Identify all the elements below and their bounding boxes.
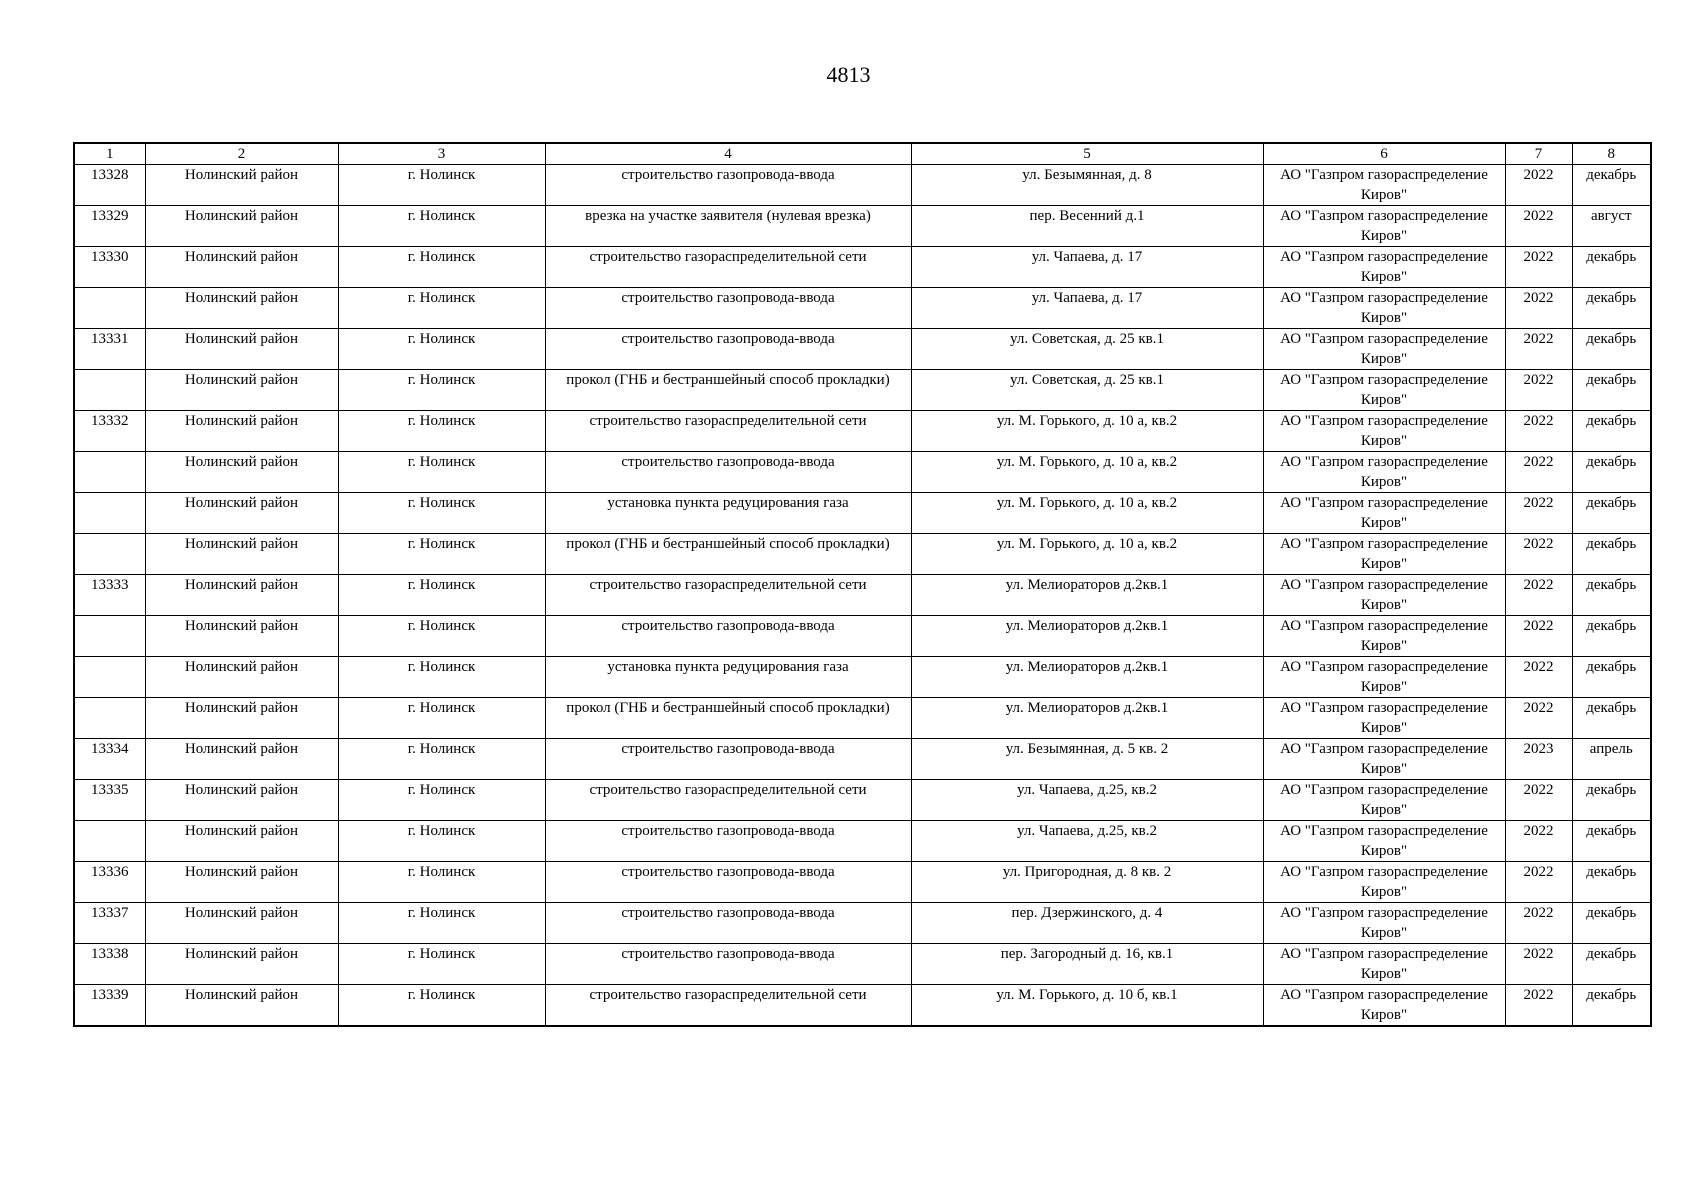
table-row [74,534,1651,575]
table-row [74,739,1651,780]
table-row [74,575,1651,616]
cell-month: декабрь [1572,985,1651,1027]
cell-year: 2022 [1505,862,1572,903]
cell-district: Нолинский район [145,985,338,1027]
cell-month: декабрь [1572,575,1651,616]
cell-locality: г. Нолинск [338,411,545,452]
column-header: 1 [74,143,145,165]
cell-address: пер. Дзержинского, д. 4 [911,903,1263,944]
cell-locality: г. Нолинск [338,698,545,739]
table-row [74,247,1651,288]
table-row [74,411,1651,452]
cell-number: 13329 [74,206,145,247]
cell-locality: г. Нолинск [338,165,545,206]
cell-month: декабрь [1572,698,1651,739]
cell-year: 2022 [1505,985,1572,1027]
cell-month: декабрь [1572,616,1651,657]
cell-month: апрель [1572,739,1651,780]
cell-work-type: врезка на участке заявителя (нулевая врезка) [545,206,911,247]
cell-organization: АО "Газпром газораспределение Киров" [1263,288,1505,329]
cell-address: ул. М. Горького, д. 10 а, кв.2 [911,411,1263,452]
cell-number: 13331 [74,329,145,370]
cell-work-type: строительство газораспределительной сети [545,575,911,616]
cell-year: 2022 [1505,247,1572,288]
cell-work-type: строительство газопровода-ввода [545,452,911,493]
column-header: 6 [1263,143,1505,165]
table-row [74,821,1651,862]
cell-district: Нолинский район [145,698,338,739]
cell-locality: г. Нолинск [338,288,545,329]
cell-year: 2022 [1505,206,1572,247]
cell-address: ул. Мелиораторов д.2кв.1 [911,698,1263,739]
cell-year: 2022 [1505,288,1572,329]
cell-district: Нолинский район [145,247,338,288]
cell-address: ул. Мелиораторов д.2кв.1 [911,575,1263,616]
table-row [74,780,1651,821]
cell-month: декабрь [1572,780,1651,821]
cell-locality: г. Нолинск [338,944,545,985]
cell-number: 13338 [74,944,145,985]
cell-locality: г. Нолинск [338,247,545,288]
cell-work-type: строительство газопровода-ввода [545,739,911,780]
cell-year: 2022 [1505,329,1572,370]
cell-year: 2022 [1505,370,1572,411]
table-row [74,944,1651,985]
cell-district: Нолинский район [145,288,338,329]
cell-number: 13328 [74,165,145,206]
cell-month: декабрь [1572,944,1651,985]
cell-address: ул. Пригородная, д. 8 кв. 2 [911,862,1263,903]
table-row [74,370,1651,411]
cell-address: ул. М. Горького, д. 10 а, кв.2 [911,534,1263,575]
cell-locality: г. Нолинск [338,903,545,944]
cell-month: декабрь [1572,165,1651,206]
cell-organization: АО "Газпром газораспределение Киров" [1263,821,1505,862]
cell-number: 13332 [74,411,145,452]
cell-organization: АО "Газпром газораспределение Киров" [1263,616,1505,657]
cell-work-type: строительство газораспределительной сети [545,985,911,1027]
cell-locality: г. Нолинск [338,575,545,616]
cell-work-type: строительство газопровода-ввода [545,821,911,862]
cell-district: Нолинский район [145,780,338,821]
cell-organization: АО "Газпром газораспределение Киров" [1263,739,1505,780]
cell-organization: АО "Газпром газораспределение Киров" [1263,862,1505,903]
cell-address: ул. Мелиораторов д.2кв.1 [911,657,1263,698]
cell-address: пер. Загородный д. 16, кв.1 [911,944,1263,985]
table-row [74,903,1651,944]
cell-locality: г. Нолинск [338,780,545,821]
cell-year: 2022 [1505,821,1572,862]
cell-year: 2022 [1505,903,1572,944]
column-header: 3 [338,143,545,165]
cell-work-type: строительство газопровода-ввода [545,903,911,944]
column-header: 8 [1572,143,1651,165]
cell-year: 2022 [1505,616,1572,657]
cell-month: декабрь [1572,821,1651,862]
cell-organization: АО "Газпром газораспределение Киров" [1263,329,1505,370]
cell-number: 13330 [74,247,145,288]
data-table [73,142,1652,1027]
cell-number [74,288,145,329]
cell-year: 2022 [1505,493,1572,534]
cell-year: 2023 [1505,739,1572,780]
cell-month: декабрь [1572,534,1651,575]
cell-number: 13333 [74,575,145,616]
table-row [74,698,1651,739]
cell-locality: г. Нолинск [338,206,545,247]
cell-address: ул. Чапаева, д. 17 [911,288,1263,329]
header-row [74,143,1651,165]
cell-locality: г. Нолинск [338,329,545,370]
cell-locality: г. Нолинск [338,985,545,1027]
cell-locality: г. Нолинск [338,862,545,903]
cell-work-type: строительство газопровода-ввода [545,944,911,985]
cell-organization: АО "Газпром газораспределение Киров" [1263,780,1505,821]
cell-address: ул. Чапаева, д.25, кв.2 [911,780,1263,821]
cell-district: Нолинский район [145,165,338,206]
cell-work-type: прокол (ГНБ и бестраншейный способ прокладки) [545,698,911,739]
cell-month: декабрь [1572,657,1651,698]
cell-district: Нолинский район [145,657,338,698]
cell-year: 2022 [1505,575,1572,616]
cell-number [74,821,145,862]
cell-year: 2022 [1505,165,1572,206]
cell-number: 13339 [74,985,145,1027]
cell-address: ул. Безымянная, д. 5 кв. 2 [911,739,1263,780]
cell-district: Нолинский район [145,493,338,534]
cell-work-type: прокол (ГНБ и бестраншейный способ прокладки) [545,370,911,411]
cell-organization: АО "Газпром газораспределение Киров" [1263,575,1505,616]
cell-month: декабрь [1572,903,1651,944]
column-header: 4 [545,143,911,165]
cell-month: декабрь [1572,247,1651,288]
cell-district: Нолинский район [145,534,338,575]
cell-address: ул. Чапаева, д. 17 [911,247,1263,288]
cell-year: 2022 [1505,452,1572,493]
cell-work-type: установка пункта редуцирования газа [545,657,911,698]
cell-number: 13334 [74,739,145,780]
table-row [74,206,1651,247]
cell-work-type: строительство газораспределительной сети [545,780,911,821]
cell-address: ул. Мелиораторов д.2кв.1 [911,616,1263,657]
cell-district: Нолинский район [145,575,338,616]
table-row [74,329,1651,370]
cell-address: ул. Советская, д. 25 кв.1 [911,329,1263,370]
cell-year: 2022 [1505,657,1572,698]
cell-work-type: строительство газопровода-ввода [545,329,911,370]
cell-number [74,616,145,657]
cell-organization: АО "Газпром газораспределение Киров" [1263,493,1505,534]
cell-district: Нолинский район [145,739,338,780]
cell-number: 13336 [74,862,145,903]
cell-address: ул. М. Горького, д. 10 б, кв.1 [911,985,1263,1027]
cell-work-type: строительство газопровода-ввода [545,862,911,903]
table-row [74,288,1651,329]
cell-year: 2022 [1505,780,1572,821]
cell-district: Нолинский район [145,821,338,862]
table-row [74,165,1651,206]
table-body [74,165,1651,1027]
cell-month: декабрь [1572,370,1651,411]
cell-locality: г. Нолинск [338,452,545,493]
cell-number [74,657,145,698]
column-header: 7 [1505,143,1572,165]
cell-district: Нолинский район [145,329,338,370]
cell-organization: АО "Газпром газораспределение Киров" [1263,247,1505,288]
cell-month: декабрь [1572,411,1651,452]
cell-locality: г. Нолинск [338,739,545,780]
cell-locality: г. Нолинск [338,821,545,862]
cell-address: ул. Чапаева, д.25, кв.2 [911,821,1263,862]
cell-organization: АО "Газпром газораспределение Киров" [1263,944,1505,985]
cell-address: пер. Весенний д.1 [911,206,1263,247]
cell-organization: АО "Газпром газораспределение Киров" [1263,206,1505,247]
cell-district: Нолинский район [145,452,338,493]
cell-number: 13337 [74,903,145,944]
cell-month: декабрь [1572,288,1651,329]
cell-district: Нолинский район [145,616,338,657]
cell-address: ул. Безымянная, д. 8 [911,165,1263,206]
cell-district: Нолинский район [145,903,338,944]
table-row [74,493,1651,534]
cell-district: Нолинский район [145,862,338,903]
cell-number [74,452,145,493]
cell-work-type: установка пункта редуцирования газа [545,493,911,534]
cell-work-type: строительство газопровода-ввода [545,165,911,206]
cell-month: декабрь [1572,329,1651,370]
table-row [74,616,1651,657]
cell-work-type: прокол (ГНБ и бестраншейный способ прокладки) [545,534,911,575]
table-row [74,657,1651,698]
cell-month: декабрь [1572,493,1651,534]
cell-work-type: строительство газораспределительной сети [545,247,911,288]
cell-organization: АО "Газпром газораспределение Киров" [1263,411,1505,452]
cell-locality: г. Нолинск [338,657,545,698]
cell-work-type: строительство газораспределительной сети [545,411,911,452]
cell-year: 2022 [1505,534,1572,575]
cell-district: Нолинский район [145,206,338,247]
column-header: 5 [911,143,1263,165]
cell-locality: г. Нолинск [338,616,545,657]
cell-organization: АО "Газпром газораспределение Киров" [1263,370,1505,411]
cell-locality: г. Нолинск [338,370,545,411]
cell-district: Нолинский район [145,944,338,985]
cell-month: декабрь [1572,862,1651,903]
cell-locality: г. Нолинск [338,493,545,534]
cell-organization: АО "Газпром газораспределение Киров" [1263,657,1505,698]
table-row [74,452,1651,493]
cell-number [74,534,145,575]
table-row [74,985,1651,1027]
cell-organization: АО "Газпром газораспределение Киров" [1263,534,1505,575]
cell-locality: г. Нолинск [338,534,545,575]
cell-work-type: строительство газопровода-ввода [545,616,911,657]
cell-year: 2022 [1505,698,1572,739]
cell-month: август [1572,206,1651,247]
cell-year: 2022 [1505,411,1572,452]
cell-number: 13335 [74,780,145,821]
cell-district: Нолинский район [145,411,338,452]
cell-work-type: строительство газопровода-ввода [545,288,911,329]
cell-district: Нолинский район [145,370,338,411]
cell-address: ул. Советская, д. 25 кв.1 [911,370,1263,411]
cell-year: 2022 [1505,944,1572,985]
cell-number [74,370,145,411]
table-row [74,862,1651,903]
cell-month: декабрь [1572,452,1651,493]
cell-organization: АО "Газпром газораспределение Киров" [1263,165,1505,206]
cell-number [74,493,145,534]
cell-address: ул. М. Горького, д. 10 а, кв.2 [911,452,1263,493]
cell-organization: АО "Газпром газораспределение Киров" [1263,452,1505,493]
cell-number [74,698,145,739]
cell-address: ул. М. Горького, д. 10 а, кв.2 [911,493,1263,534]
cell-organization: АО "Газпром газораспределение Киров" [1263,985,1505,1027]
page-number: 4813 [826,62,871,87]
cell-organization: АО "Газпром газораспределение Киров" [1263,698,1505,739]
column-header: 2 [145,143,338,165]
cell-organization: АО "Газпром газораспределение Киров" [1263,903,1505,944]
